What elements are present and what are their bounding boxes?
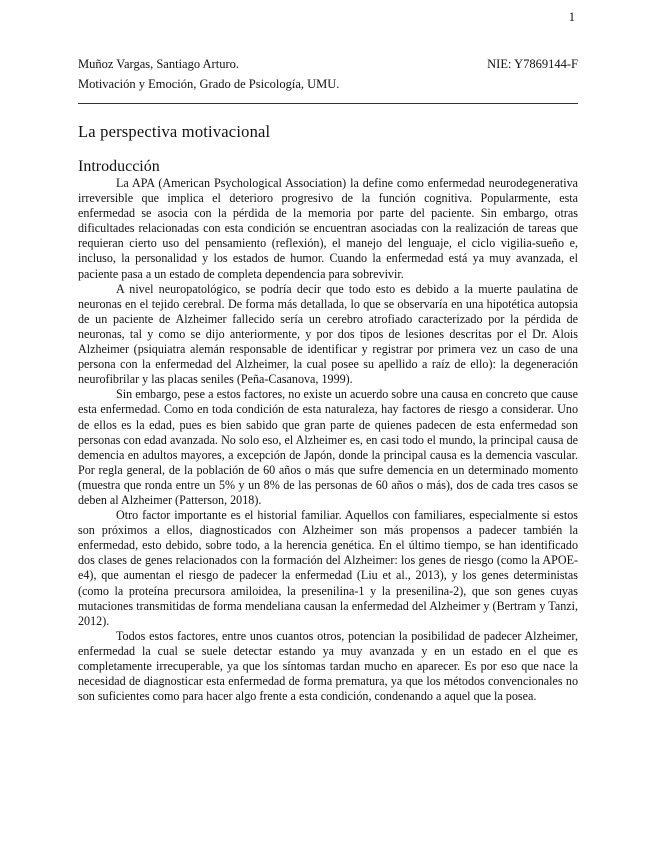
paragraph-3: Sin embargo, pese a estos factores, no existe un acuerdo sobre una causa en concreto que cause esta enfermedad. Como en toda condición de esta naturaleza, hay factores de riesgo a considerar. Uno de ellos es la edad, pues es bien sabido que gran parte de quienes padecen de esta enfermedad son personas con edad avanzada. No solo eso, el Alzheimer es, en casi todo el mundo, la principal causa de demencia en adultos mayores, a excepción de Japón, donde la principal causa es la demencia vascular. Por regla general, de la población de 60 años o más que sufre demencia en un determinado momento (muestra que ronda entre un 5% y un 8% de las personas de 60 años o más), dos de cada tres casos se deben al Alzheimer (Patterson, 2018). — [78, 387, 578, 507]
header-author: Muñoz Vargas, Santiago Arturo. — [78, 57, 239, 71]
paragraph-2: A nivel neuropatológico, se podría decir que todo esto es debido a la muerte paulatina de neuronas en el tejido cerebral. De forma más detallada, lo que se observaría en una hipotética autopsia de un paciente de Alzheimer fallecido sería un cerebro atrofiado caracterizado por la pérdida de neuronas, tal y como se dijo anteriormente, y por dos tipos de lesiones descritas por el Dr. Alois Alzheimer (psiquiatra alemán responsable de identificar y registrar por primera vez un caso de una persona con la enfermedad del Alzheimer, la cual posee su apellido a raíz de ello): la degeneración neurofibrilar y las placas seniles (Peña-Casanova, 1999). — [78, 281, 578, 387]
paragraph-1: La APA (American Psychological Association) la define como enfermedad neurodegenerativa irreversible que implica el deterioro progresivo de la función cognitiva. Popularmente, esta enfermedad se asocia con la pérdida de la memoria por parte del paciente. Sin embargo, otras dificultades relacionadas con esta condición se encuentran asociadas con la realización de tareas que requieran cierto uso del pensamiento (reflexión), el manejo del lenguaje, el ciclo vigilia-sueño e, incluso, la personalidad y los estados de humor. Cuando la enfermedad está ya muy avanzada, el paciente pasa a un estado de completa dependencia para sobrevivir. — [78, 176, 578, 281]
paragraph-5: Todos estos factores, entre unos cuantos otros, potencian la posibilidad de padecer Alzheimer, enfermedad la cual se suele detectar estando ya muy avanzada y en un estado en el que es completamente irrecuperable, ya que los síntomas tardan mucho en aparecer. Es por eso que nace la necesidad de diagnosticar esta enfermedad de forma prematura, ya que los métodos convencionales no son suficientes como para hacer algo frente a esta condición, condenando a aquel que la posea. — [78, 628, 578, 704]
header-line-1 — [78, 54, 578, 74]
header-nie: NIE: Y7869144-F — [487, 57, 578, 71]
body-text — [78, 176, 578, 704]
page-number: 1 — [568, 10, 575, 24]
header-divider — [78, 103, 578, 104]
section-heading: Introducción — [78, 158, 160, 175]
header-course: Motivación y Emoción, Grado de Psicología, UMU. — [78, 77, 340, 91]
header-line-2 — [78, 74, 578, 94]
paragraph-4: Otro factor importante es el historial familiar. Aquellos con familiares, especialmente si estos son próximos a ellos, diagnosticados con Alzheimer son más propensos a padecer también la enfermedad, esto debido, sobre todo, a la herencia genética. En el último tiempo, se han identificado dos clases de genes relacionados con la formación del Alzheimer: los genes de riesgo (como la APOE-e4), que aumentan el riesgo de padecer la enfermedad (Liu et al., 2013), y los genes deterministas (como la proteína precursora amiloidea, la presenilina-1 y la presenilina-2), que son genes cuyas mutaciones transmitidas de forma mendeliana causan la enfermedad del Alzheimer y (Bertram y Tanzi, 2012). — [78, 508, 578, 628]
document-title: La perspectiva motivacional — [78, 122, 271, 141]
